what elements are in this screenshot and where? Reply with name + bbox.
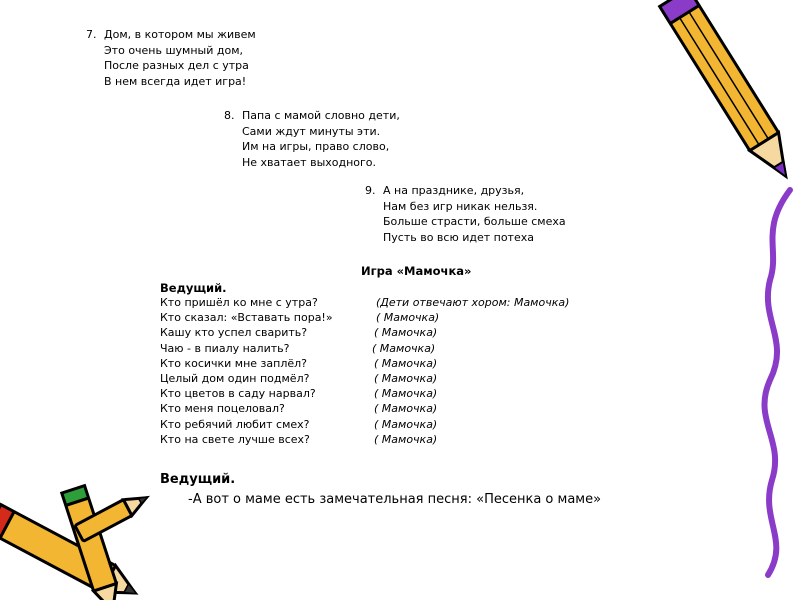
verse-number: 8. (224, 109, 235, 122)
question-text: Кашу кто успел сварить? (160, 326, 308, 340)
question-text: Целый дом один подмёл? (160, 371, 310, 385)
verse-line: Нам без игр никак нельзя. (383, 199, 538, 213)
song-announcement: -А вот о маме есть замечательная песня: «Песенка о маме» (188, 492, 602, 507)
answer-text: ( Мамочка) (374, 432, 438, 446)
dialog-row (160, 387, 620, 402)
verse-7 (86, 27, 256, 89)
dialog-row (160, 311, 620, 326)
game-title: Игра «Мамочка» (361, 264, 472, 278)
verse-number: 9. (365, 184, 376, 197)
dialog-row (160, 372, 620, 387)
verse-line: Пусть во всю идет потеха (383, 230, 534, 244)
answer-text: ( Мамочка) (374, 326, 438, 340)
verse-line: Не хватает выходного. (242, 155, 377, 169)
answer-text: ( Мамочка) (374, 371, 438, 385)
answer-text: ( Мамочка) (374, 387, 438, 401)
dialog-row (160, 433, 620, 448)
question-text: Кто пришёл ко мне с утра? (160, 296, 318, 309)
verse-line: В нем всегда идет игра! (104, 74, 247, 88)
verse-line: Дом, в котором мы живем (104, 28, 256, 41)
dialog-row (160, 342, 620, 357)
verse-8 (224, 108, 400, 170)
game-dialog (160, 281, 620, 448)
answer-text: (Дети отвечают хором: Мамочка) (376, 296, 570, 309)
question-text: Кто сказал: «Вставать пора!» (160, 311, 333, 325)
dialog-row (160, 402, 620, 417)
verse-line: Это очень шумный дом, (104, 43, 244, 57)
verse-9 (365, 183, 566, 245)
question-text: Чаю - в пиалу налить? (160, 341, 290, 355)
question-text: Кто на свете лучше всех? (160, 432, 310, 446)
answer-text: ( Мамочка) (374, 417, 438, 431)
answer-text: ( Мамочка) (372, 341, 436, 355)
closing-block (160, 470, 601, 510)
dialog-row (160, 326, 620, 341)
leader-label: Ведущий. (160, 472, 236, 487)
leader-label: Ведущий. (160, 281, 227, 295)
dialog-row (160, 296, 620, 311)
verse-line: Им на игры, право слово, (242, 140, 390, 153)
question-text: Кто цветов в саду нарвал? (160, 387, 316, 401)
answer-text: ( Мамочка) (374, 356, 438, 370)
verse-number: 7. (86, 28, 97, 41)
verse-line: Сами ждут минуты эти. (242, 124, 381, 138)
question-text: Кто меня поцеловал? (160, 402, 285, 416)
answer-text: ( Мамочка) (374, 402, 438, 416)
dialog-row (160, 418, 620, 433)
dialog-row (160, 357, 620, 372)
question-text: Кто косички мне заплёл? (160, 356, 308, 370)
verse-line: А на празднике, друзья, (383, 184, 525, 197)
answer-text: ( Мамочка) (376, 311, 440, 325)
verse-line: Больше страсти, больше смеха (383, 215, 566, 228)
verse-line: После разных дел с утра (104, 59, 249, 72)
question-text: Кто ребячий любит смех? (160, 417, 310, 431)
verse-line: Папа с мамой словно дети, (242, 109, 400, 122)
